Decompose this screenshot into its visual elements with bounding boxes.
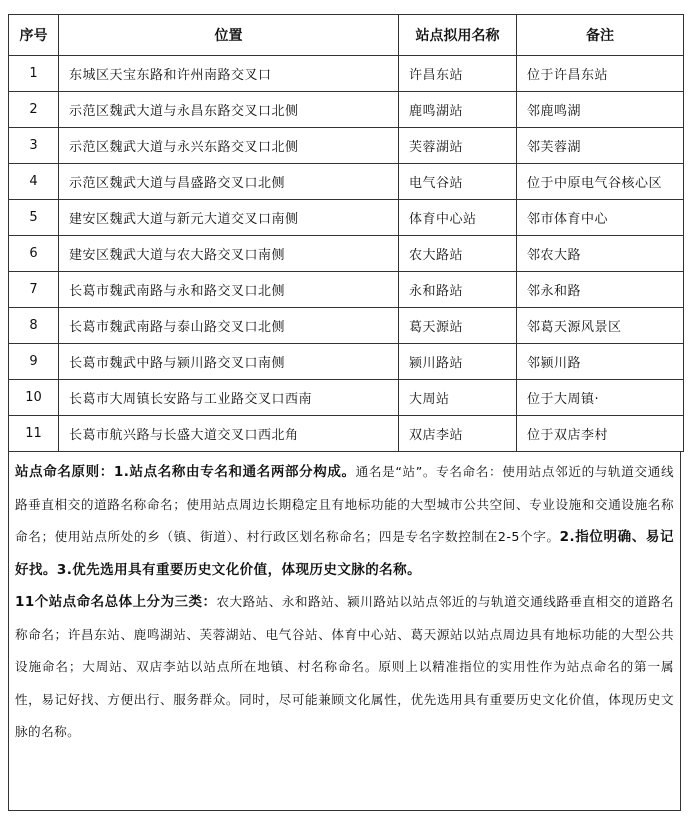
cell-location: 长葛市魏武中路与颍川路交叉口南侧 xyxy=(59,344,399,380)
table-header-row xyxy=(9,15,684,56)
categories-lead: 11个站点命名总体上分为三类： xyxy=(15,594,217,610)
header-location: 位置 xyxy=(59,15,399,56)
cell-no: 3 xyxy=(9,128,59,164)
table-row xyxy=(9,236,684,272)
cell-note: 邻市体育中心 xyxy=(517,200,684,236)
principles-points: 2.指位明确、易记好找。3.优先选用具有重要历史文化价值，体现历史文脉的名称。 xyxy=(15,529,674,578)
naming-principles xyxy=(15,456,674,586)
cell-station-name: 颍川路站 xyxy=(399,344,517,380)
table-row xyxy=(9,200,684,236)
cell-location: 长葛市航兴路与长盛大道交叉口西北角 xyxy=(59,416,399,452)
cell-location: 示范区魏武大道与昌盛路交叉口北侧 xyxy=(59,164,399,200)
cell-location: 长葛市魏武南路与永和路交叉口北侧 xyxy=(59,272,399,308)
cell-note: 邻永和路 xyxy=(517,272,684,308)
table-row xyxy=(9,92,684,128)
cell-location: 长葛市魏武南路与泰山路交叉口北侧 xyxy=(59,308,399,344)
cell-station-name: 许昌东站 xyxy=(399,56,517,92)
header-no: 序号 xyxy=(9,15,59,56)
cell-station-name: 芙蓉湖站 xyxy=(399,128,517,164)
cell-no: 8 xyxy=(9,308,59,344)
cell-note: 邻农大路 xyxy=(517,236,684,272)
cell-station-name: 农大路站 xyxy=(399,236,517,272)
cell-no: 2 xyxy=(9,92,59,128)
cell-location: 示范区魏武大道与永兴东路交叉口北侧 xyxy=(59,128,399,164)
table-row xyxy=(9,416,684,452)
cell-location: 东城区天宝东路和许州南路交叉口 xyxy=(59,56,399,92)
cell-note: 位于许昌东站 xyxy=(517,56,684,92)
cell-no: 6 xyxy=(9,236,59,272)
principles-text: 通名是“站”。专名命名：使用站点邻近的与轨道交通线路垂直相交的道路名称命名；使用站点周边长期稳定且有地标功能的大型城市公共空间、专业设施和交通设施名称命名；使用站点所处的乡（镇、街道）、村行政区划名称命名；四是专名字数控制在2-5个字。 xyxy=(15,464,674,544)
cell-station-name: 永和路站 xyxy=(399,272,517,308)
cell-station-name: 电气谷站 xyxy=(399,164,517,200)
table-row xyxy=(9,272,684,308)
cell-station-name: 体育中心站 xyxy=(399,200,517,236)
cell-no: 4 xyxy=(9,164,59,200)
cell-station-name: 大周站 xyxy=(399,380,517,416)
naming-notes xyxy=(8,452,681,811)
document xyxy=(8,14,683,811)
cell-no: 1 xyxy=(9,56,59,92)
naming-categories xyxy=(15,586,674,749)
station-table xyxy=(8,14,684,452)
cell-location: 建安区魏武大道与农大路交叉口南侧 xyxy=(59,236,399,272)
cell-no: 11 xyxy=(9,416,59,452)
table-row xyxy=(9,380,684,416)
table-row xyxy=(9,164,684,200)
cell-location: 建安区魏武大道与新元大道交叉口南侧 xyxy=(59,200,399,236)
cell-no: 9 xyxy=(9,344,59,380)
cell-note: 邻颍川路 xyxy=(517,344,684,380)
cell-note: 位于双店李村 xyxy=(517,416,684,452)
table-row xyxy=(9,128,684,164)
header-name: 站点拟用名称 xyxy=(399,15,517,56)
categories-text: 农大路站、永和路站、颍川路站以站点邻近的与轨道交通线路垂直相交的道路名称命名；许昌东站、鹿鸣湖站、芙蓉湖站、电气谷站、体育中心站、葛天源站以站点周边具有地标功能的大型公共设施命名；大周站、双店李站以站点所在地镇、村名称命名。原则上以精准指位的实用性作为站点命名的第一属性，易记好找、方便出行、服务群众。同时，尽可能兼顾文化属性，优先选用具有重要历史文化价值，体现历史文脉的名称。 xyxy=(15,594,674,739)
cell-station-name: 葛天源站 xyxy=(399,308,517,344)
cell-note: 邻葛天源风景区 xyxy=(517,308,684,344)
table-row xyxy=(9,56,684,92)
cell-note: 邻芙蓉湖 xyxy=(517,128,684,164)
table-body xyxy=(9,56,684,452)
cell-no: 10 xyxy=(9,380,59,416)
cell-station-name: 双店李站 xyxy=(399,416,517,452)
cell-note: 邻鹿鸣湖 xyxy=(517,92,684,128)
header-note: 备注 xyxy=(517,15,684,56)
principles-lead: 站点命名原则：1.站点名称由专名和通名两部分构成。 xyxy=(15,464,356,480)
cell-location: 长葛市大周镇长安路与工业路交叉口西南 xyxy=(59,380,399,416)
cell-note: 位于大周镇· xyxy=(517,380,684,416)
cell-location: 示范区魏武大道与永昌东路交叉口北侧 xyxy=(59,92,399,128)
cell-no: 7 xyxy=(9,272,59,308)
table-row xyxy=(9,308,684,344)
cell-note: 位于中原电气谷核心区 xyxy=(517,164,684,200)
table-row xyxy=(9,344,684,380)
cell-no: 5 xyxy=(9,200,59,236)
cell-station-name: 鹿鸣湖站 xyxy=(399,92,517,128)
